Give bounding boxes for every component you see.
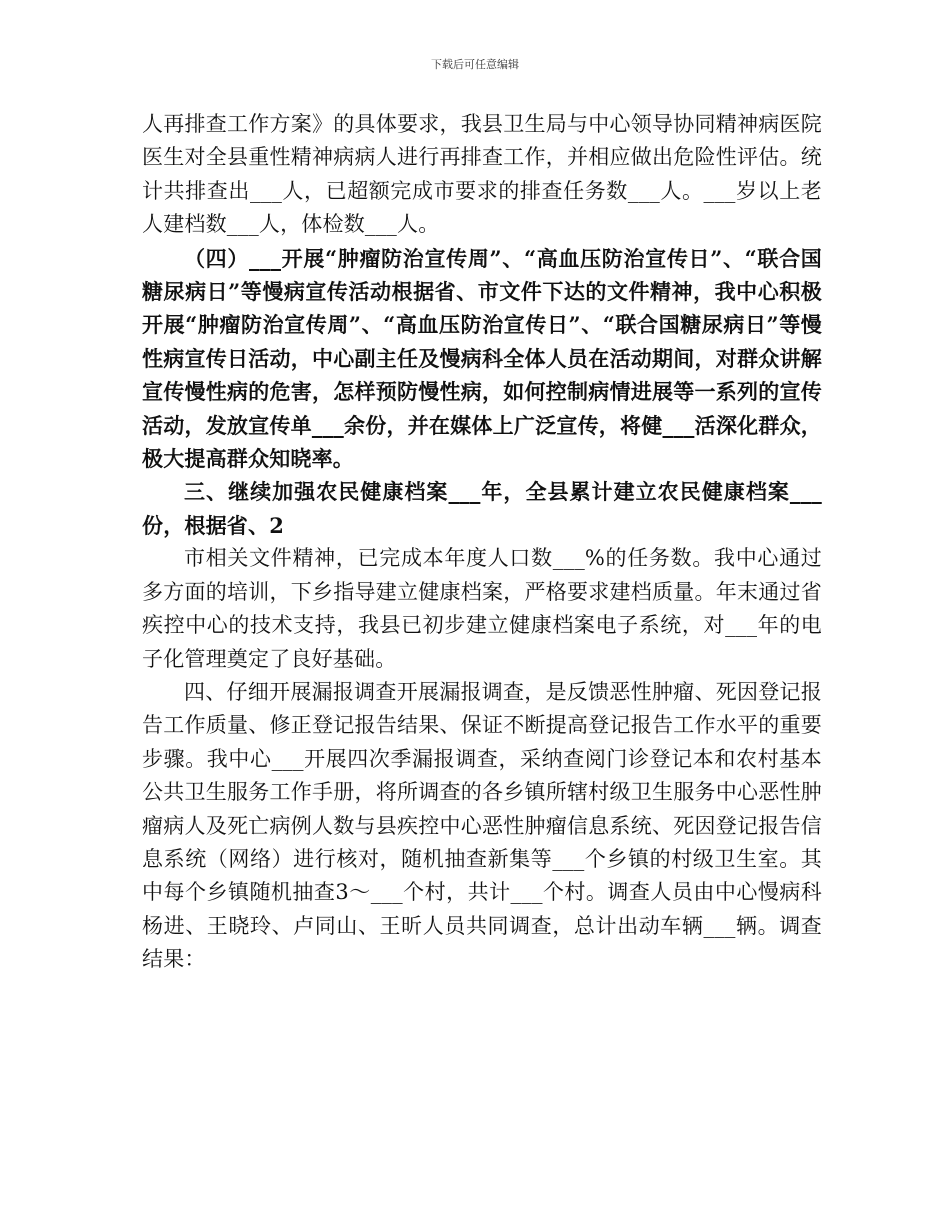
paragraph-health-records-heading: 三、继续加强农民健康档案___年，全县累计建立农民健康档案___份，根据省、2 <box>142 479 822 538</box>
document-body <box>142 108 822 977</box>
paragraph-health-records: 市相关文件精神，已完成本年度人口数___%的任务数。我中心通过多方面的培训，下乡指导建立健康档案，严格要求建档质量。年末通过省疾控中心的技术支持，我县已初步建立健康档案电子系统，对___年的电子化管理奠定了良好基础。 <box>142 546 822 671</box>
header-note: 下载后可任意编辑 <box>431 58 519 71</box>
paragraph-publicity-campaign: （四）___开展“肿瘤防治宣传周”、“高血压防治宣传日”、“联合国糖尿病日”等慢病宣传活动根据省、市文件下达的文件精神，我中心积极开展“肿瘤防治宣传周”、“高血压防治宣传日”、“联合国糖尿病日”等慢性病宣传日活动，中心副主任及慢病科全体人员在活动期间，对群众讲解宣传慢性病的危害，怎样预防慢性病，如何控制病情进展等一系列的宣传活动，发放宣传单___余份，并在媒体上广泛宣传，将健___活深化群众，极大提高群众知晓率。 <box>142 245 822 472</box>
paragraph-underreport-survey: 四、仔细开展漏报调查开展漏报调查，是反馈恶性肿瘤、死因登记报告工作质量、修正登记报告结果、保证不断提高登记报告工作水平的重要步骤。我中心___开展四次季漏报调查，采纳查阅门诊登记本和农村基本公共卫生服务工作手册，将所调查的各乡镇所辖村级卫生服务中心恶性肿瘤病人及死亡病例人数与县疾控中心恶性肿瘤信息系统、死因登记报告信息系统（网络）进行核对，随机抽查新集等___个乡镇的村级卫生室。其中每个乡镇随机抽查3～___个村，共计___个村。调查人员由中心慢病科杨进、王晓玲、卢同山、王昕人员共同调查，总计出动车辆___辆。调查结果： <box>142 679 822 972</box>
paragraph-screening: 人再排查工作方案》的具体要求，我县卫生局与中心领导协同精神病医院医生对全县重性精神病病人进行再排查工作，并相应做出危险性评估。统计共排查出___人，已超额完成市要求的排查任务数___人。___岁以上老人建档数___人，体检数___人。 <box>142 112 822 237</box>
